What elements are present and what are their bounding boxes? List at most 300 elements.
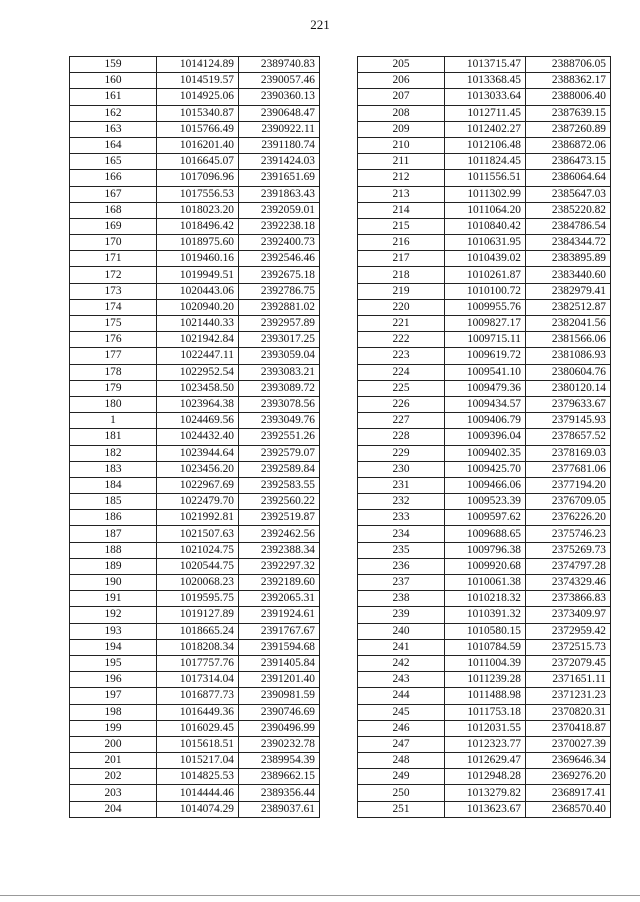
table-row bbox=[70, 736, 320, 752]
y-coordinate-cell: 2392297.32 bbox=[239, 558, 320, 574]
point-number-cell: 237 bbox=[358, 575, 445, 591]
y-coordinate-cell: 2378169.03 bbox=[526, 445, 611, 461]
point-number-cell: 230 bbox=[358, 461, 445, 477]
point-number-cell: 203 bbox=[70, 785, 157, 801]
table-row bbox=[70, 542, 320, 558]
point-number-cell: 186 bbox=[70, 510, 157, 526]
point-number-cell: 239 bbox=[358, 607, 445, 623]
table-row bbox=[358, 672, 611, 688]
point-number-cell: 228 bbox=[358, 429, 445, 445]
y-coordinate-cell: 2377681.06 bbox=[526, 461, 611, 477]
x-coordinate-cell: 1010439.02 bbox=[445, 251, 526, 267]
y-coordinate-cell: 2378657.52 bbox=[526, 429, 611, 445]
y-coordinate-cell: 2386872.06 bbox=[526, 137, 611, 153]
table-row bbox=[70, 672, 320, 688]
table-row bbox=[358, 510, 611, 526]
point-number-cell: 249 bbox=[358, 769, 445, 785]
x-coordinate-cell: 1015217.04 bbox=[157, 753, 239, 769]
table-row bbox=[358, 591, 611, 607]
x-coordinate-cell: 1009434.57 bbox=[445, 396, 526, 412]
table-row bbox=[70, 154, 320, 170]
table-row bbox=[358, 429, 611, 445]
y-coordinate-cell: 2386064.64 bbox=[526, 170, 611, 186]
x-coordinate-cell: 1010784.59 bbox=[445, 639, 526, 655]
table-row bbox=[358, 202, 611, 218]
point-number-cell: 244 bbox=[358, 688, 445, 704]
point-number-cell: 164 bbox=[70, 137, 157, 153]
table-row bbox=[70, 623, 320, 639]
point-number-cell: 214 bbox=[358, 202, 445, 218]
x-coordinate-cell: 1010631.95 bbox=[445, 235, 526, 251]
point-number-cell: 194 bbox=[70, 639, 157, 655]
x-coordinate-cell: 1019127.89 bbox=[157, 607, 239, 623]
x-coordinate-cell: 1014825.53 bbox=[157, 769, 239, 785]
y-coordinate-cell: 2385647.03 bbox=[526, 186, 611, 202]
y-coordinate-cell: 2392546.46 bbox=[239, 251, 320, 267]
x-coordinate-cell: 1009619.72 bbox=[445, 348, 526, 364]
point-number-cell: 219 bbox=[358, 283, 445, 299]
table-row bbox=[70, 57, 320, 73]
y-coordinate-cell: 2380604.76 bbox=[526, 364, 611, 380]
table-row bbox=[358, 137, 611, 153]
x-coordinate-cell: 1009523.39 bbox=[445, 494, 526, 510]
point-number-cell: 248 bbox=[358, 753, 445, 769]
y-coordinate-cell: 2393078.56 bbox=[239, 396, 320, 412]
x-coordinate-cell: 1012948.28 bbox=[445, 769, 526, 785]
table-row bbox=[70, 688, 320, 704]
point-number-cell: 232 bbox=[358, 494, 445, 510]
table-row bbox=[70, 348, 320, 364]
point-number-cell: 220 bbox=[358, 299, 445, 315]
x-coordinate-cell: 1018208.34 bbox=[157, 639, 239, 655]
point-number-cell: 210 bbox=[358, 137, 445, 153]
x-coordinate-cell: 1011004.39 bbox=[445, 655, 526, 671]
point-number-cell: 245 bbox=[358, 704, 445, 720]
point-number-cell: 246 bbox=[358, 720, 445, 736]
x-coordinate-cell: 1022952.54 bbox=[157, 364, 239, 380]
x-coordinate-cell: 1011239.28 bbox=[445, 672, 526, 688]
point-number-cell: 213 bbox=[358, 186, 445, 202]
point-number-cell: 223 bbox=[358, 348, 445, 364]
table-row bbox=[358, 526, 611, 542]
table-row bbox=[70, 396, 320, 412]
point-number-cell: 205 bbox=[358, 57, 445, 73]
table-row bbox=[358, 316, 611, 332]
y-coordinate-cell: 2387260.89 bbox=[526, 121, 611, 137]
y-coordinate-cell: 2375269.73 bbox=[526, 542, 611, 558]
table-row bbox=[358, 655, 611, 671]
y-coordinate-cell: 2388706.05 bbox=[526, 57, 611, 73]
point-number-cell: 236 bbox=[358, 558, 445, 574]
x-coordinate-cell: 1018496.42 bbox=[157, 218, 239, 234]
table-row bbox=[358, 639, 611, 655]
x-coordinate-cell: 1022967.69 bbox=[157, 477, 239, 493]
x-coordinate-cell: 1016201.40 bbox=[157, 137, 239, 153]
x-coordinate-cell: 1010218.32 bbox=[445, 591, 526, 607]
table-row bbox=[358, 170, 611, 186]
y-coordinate-cell: 2391924.61 bbox=[239, 607, 320, 623]
table-row bbox=[70, 655, 320, 671]
point-number-cell: 188 bbox=[70, 542, 157, 558]
table-row bbox=[358, 494, 611, 510]
point-number-cell: 198 bbox=[70, 704, 157, 720]
point-number-cell: 180 bbox=[70, 396, 157, 412]
y-coordinate-cell: 2392675.18 bbox=[239, 267, 320, 283]
y-coordinate-cell: 2382979.41 bbox=[526, 283, 611, 299]
y-coordinate-cell: 2372515.73 bbox=[526, 639, 611, 655]
y-coordinate-cell: 2390981.59 bbox=[239, 688, 320, 704]
table-row bbox=[70, 607, 320, 623]
point-number-cell: 242 bbox=[358, 655, 445, 671]
point-number-cell: 197 bbox=[70, 688, 157, 704]
table-row bbox=[358, 348, 611, 364]
table-row bbox=[358, 332, 611, 348]
table-row bbox=[70, 720, 320, 736]
point-number-cell: 196 bbox=[70, 672, 157, 688]
x-coordinate-cell: 1012402.27 bbox=[445, 121, 526, 137]
x-coordinate-cell: 1018975.60 bbox=[157, 235, 239, 251]
x-coordinate-cell: 1015766.49 bbox=[157, 121, 239, 137]
point-number-cell: 171 bbox=[70, 251, 157, 267]
table-row bbox=[70, 704, 320, 720]
point-number-cell: 247 bbox=[358, 736, 445, 752]
table-row bbox=[70, 89, 320, 105]
point-number-cell: 229 bbox=[358, 445, 445, 461]
table-row bbox=[70, 801, 320, 817]
x-coordinate-cell: 1009541.10 bbox=[445, 364, 526, 380]
y-coordinate-cell: 2387639.15 bbox=[526, 105, 611, 121]
table-row bbox=[70, 526, 320, 542]
x-coordinate-cell: 1011064.20 bbox=[445, 202, 526, 218]
x-coordinate-cell: 1010391.32 bbox=[445, 607, 526, 623]
y-coordinate-cell: 2391424.03 bbox=[239, 154, 320, 170]
x-coordinate-cell: 1020544.75 bbox=[157, 558, 239, 574]
x-coordinate-cell: 1010580.15 bbox=[445, 623, 526, 639]
coordinate-table-right bbox=[357, 56, 611, 818]
x-coordinate-cell: 1017556.53 bbox=[157, 186, 239, 202]
y-coordinate-cell: 2392589.84 bbox=[239, 461, 320, 477]
y-coordinate-cell: 2379633.67 bbox=[526, 396, 611, 412]
table-row bbox=[358, 267, 611, 283]
point-number-cell: 174 bbox=[70, 299, 157, 315]
y-coordinate-cell: 2373409.97 bbox=[526, 607, 611, 623]
table-row bbox=[358, 413, 611, 429]
x-coordinate-cell: 1017757.76 bbox=[157, 655, 239, 671]
point-number-cell: 199 bbox=[70, 720, 157, 736]
y-coordinate-cell: 2392400.73 bbox=[239, 235, 320, 251]
y-coordinate-cell: 2385220.82 bbox=[526, 202, 611, 218]
table-row bbox=[70, 785, 320, 801]
point-number-cell: 227 bbox=[358, 413, 445, 429]
table-row bbox=[70, 477, 320, 493]
point-number-cell: 170 bbox=[70, 235, 157, 251]
table-row bbox=[70, 299, 320, 315]
y-coordinate-cell: 2392551.26 bbox=[239, 429, 320, 445]
y-coordinate-cell: 2389740.83 bbox=[239, 57, 320, 73]
y-coordinate-cell: 2383440.60 bbox=[526, 267, 611, 283]
y-coordinate-cell: 2392579.07 bbox=[239, 445, 320, 461]
y-coordinate-cell: 2392881.02 bbox=[239, 299, 320, 315]
x-coordinate-cell: 1011302.99 bbox=[445, 186, 526, 202]
table-row bbox=[358, 121, 611, 137]
y-coordinate-cell: 2393059.04 bbox=[239, 348, 320, 364]
x-coordinate-cell: 1023458.50 bbox=[157, 380, 239, 396]
x-coordinate-cell: 1013368.45 bbox=[445, 73, 526, 89]
y-coordinate-cell: 2383895.89 bbox=[526, 251, 611, 267]
y-coordinate-cell: 2392238.18 bbox=[239, 218, 320, 234]
x-coordinate-cell: 1013279.82 bbox=[445, 785, 526, 801]
x-coordinate-cell: 1016029.45 bbox=[157, 720, 239, 736]
point-number-cell: 177 bbox=[70, 348, 157, 364]
y-coordinate-cell: 2389356.44 bbox=[239, 785, 320, 801]
table-row bbox=[70, 591, 320, 607]
x-coordinate-cell: 1009920.68 bbox=[445, 558, 526, 574]
x-coordinate-cell: 1011556.51 bbox=[445, 170, 526, 186]
point-number-cell: 216 bbox=[358, 235, 445, 251]
point-number-cell: 201 bbox=[70, 753, 157, 769]
table-row bbox=[70, 251, 320, 267]
y-coordinate-cell: 2380120.14 bbox=[526, 380, 611, 396]
table-row bbox=[70, 510, 320, 526]
y-coordinate-cell: 2392560.22 bbox=[239, 494, 320, 510]
table-row bbox=[358, 542, 611, 558]
y-coordinate-cell: 2388006.40 bbox=[526, 89, 611, 105]
point-number-cell: 160 bbox=[70, 73, 157, 89]
y-coordinate-cell: 2392388.34 bbox=[239, 542, 320, 558]
x-coordinate-cell: 1009425.70 bbox=[445, 461, 526, 477]
x-coordinate-cell: 1010100.72 bbox=[445, 283, 526, 299]
point-number-cell: 195 bbox=[70, 655, 157, 671]
table-row bbox=[358, 623, 611, 639]
table-row bbox=[358, 154, 611, 170]
table-row bbox=[358, 575, 611, 591]
table-row bbox=[358, 105, 611, 121]
table-row bbox=[358, 186, 611, 202]
point-number-cell: 192 bbox=[70, 607, 157, 623]
x-coordinate-cell: 1009796.38 bbox=[445, 542, 526, 558]
y-coordinate-cell: 2381086.93 bbox=[526, 348, 611, 364]
y-coordinate-cell: 2393083.21 bbox=[239, 364, 320, 380]
x-coordinate-cell: 1009715.11 bbox=[445, 332, 526, 348]
y-coordinate-cell: 2370820.31 bbox=[526, 704, 611, 720]
point-number-cell: 176 bbox=[70, 332, 157, 348]
point-number-cell: 235 bbox=[358, 542, 445, 558]
x-coordinate-cell: 1009688.65 bbox=[445, 526, 526, 542]
x-coordinate-cell: 1014925.06 bbox=[157, 89, 239, 105]
y-coordinate-cell: 2390496.99 bbox=[239, 720, 320, 736]
x-coordinate-cell: 1011753.18 bbox=[445, 704, 526, 720]
y-coordinate-cell: 2390648.47 bbox=[239, 105, 320, 121]
y-coordinate-cell: 2374797.28 bbox=[526, 558, 611, 574]
x-coordinate-cell: 1009597.62 bbox=[445, 510, 526, 526]
x-coordinate-cell: 1018665.24 bbox=[157, 623, 239, 639]
x-coordinate-cell: 1010840.42 bbox=[445, 218, 526, 234]
y-coordinate-cell: 2382041.56 bbox=[526, 316, 611, 332]
x-coordinate-cell: 1009402.35 bbox=[445, 445, 526, 461]
y-coordinate-cell: 2376226.20 bbox=[526, 510, 611, 526]
y-coordinate-cell: 2372959.42 bbox=[526, 623, 611, 639]
table-row bbox=[358, 380, 611, 396]
x-coordinate-cell: 1010261.87 bbox=[445, 267, 526, 283]
x-coordinate-cell: 1014519.57 bbox=[157, 73, 239, 89]
point-number-cell: 243 bbox=[358, 672, 445, 688]
x-coordinate-cell: 1014444.46 bbox=[157, 785, 239, 801]
x-coordinate-cell: 1018023.20 bbox=[157, 202, 239, 218]
point-number-cell: 161 bbox=[70, 89, 157, 105]
point-number-cell: 182 bbox=[70, 445, 157, 461]
x-coordinate-cell: 1024432.40 bbox=[157, 429, 239, 445]
table-row bbox=[358, 299, 611, 315]
point-number-cell: 218 bbox=[358, 267, 445, 283]
page-number: 221 bbox=[310, 17, 330, 32]
table-row bbox=[358, 89, 611, 105]
table-row bbox=[358, 364, 611, 380]
y-coordinate-cell: 2391180.74 bbox=[239, 137, 320, 153]
x-coordinate-cell: 1016877.73 bbox=[157, 688, 239, 704]
x-coordinate-cell: 1024469.56 bbox=[157, 413, 239, 429]
x-coordinate-cell: 1015340.87 bbox=[157, 105, 239, 121]
x-coordinate-cell: 1019595.75 bbox=[157, 591, 239, 607]
table-row bbox=[358, 753, 611, 769]
point-number-cell: 217 bbox=[358, 251, 445, 267]
x-coordinate-cell: 1020068.23 bbox=[157, 575, 239, 591]
point-number-cell: 193 bbox=[70, 623, 157, 639]
x-coordinate-cell: 1023944.64 bbox=[157, 445, 239, 461]
table-row bbox=[70, 267, 320, 283]
y-coordinate-cell: 2379145.93 bbox=[526, 413, 611, 429]
x-coordinate-cell: 1011488.98 bbox=[445, 688, 526, 704]
x-coordinate-cell: 1010061.38 bbox=[445, 575, 526, 591]
x-coordinate-cell: 1009396.04 bbox=[445, 429, 526, 445]
table-row bbox=[70, 494, 320, 510]
point-number-cell: 231 bbox=[358, 477, 445, 493]
point-number-cell: 183 bbox=[70, 461, 157, 477]
y-coordinate-cell: 2391201.40 bbox=[239, 672, 320, 688]
x-coordinate-cell: 1023456.20 bbox=[157, 461, 239, 477]
point-number-cell: 204 bbox=[70, 801, 157, 817]
y-coordinate-cell: 2391767.67 bbox=[239, 623, 320, 639]
table-row bbox=[70, 753, 320, 769]
table-row bbox=[358, 785, 611, 801]
y-coordinate-cell: 2393017.25 bbox=[239, 332, 320, 348]
table-row bbox=[358, 57, 611, 73]
y-coordinate-cell: 2393049.76 bbox=[239, 413, 320, 429]
point-number-cell: 240 bbox=[358, 623, 445, 639]
table-row bbox=[70, 73, 320, 89]
point-number-cell: 221 bbox=[358, 316, 445, 332]
x-coordinate-cell: 1013715.47 bbox=[445, 57, 526, 73]
table-row bbox=[70, 558, 320, 574]
table-row bbox=[358, 704, 611, 720]
y-coordinate-cell: 2369646.34 bbox=[526, 753, 611, 769]
y-coordinate-cell: 2370418.87 bbox=[526, 720, 611, 736]
point-number-cell: 178 bbox=[70, 364, 157, 380]
point-number-cell: 187 bbox=[70, 526, 157, 542]
table-row bbox=[358, 720, 611, 736]
table-row bbox=[70, 170, 320, 186]
y-coordinate-cell: 2391651.69 bbox=[239, 170, 320, 186]
x-coordinate-cell: 1013033.64 bbox=[445, 89, 526, 105]
x-coordinate-cell: 1009406.79 bbox=[445, 413, 526, 429]
table-row bbox=[70, 202, 320, 218]
y-coordinate-cell: 2390232.78 bbox=[239, 736, 320, 752]
y-coordinate-cell: 2377194.20 bbox=[526, 477, 611, 493]
y-coordinate-cell: 2373866.83 bbox=[526, 591, 611, 607]
x-coordinate-cell: 1021440.33 bbox=[157, 316, 239, 332]
point-number-cell: 168 bbox=[70, 202, 157, 218]
point-number-cell: 207 bbox=[358, 89, 445, 105]
y-coordinate-cell: 2390746.69 bbox=[239, 704, 320, 720]
point-number-cell: 225 bbox=[358, 380, 445, 396]
y-coordinate-cell: 2392519.87 bbox=[239, 510, 320, 526]
y-coordinate-cell: 2369276.20 bbox=[526, 769, 611, 785]
table-row bbox=[358, 283, 611, 299]
point-number-cell: 208 bbox=[358, 105, 445, 121]
bottom-divider bbox=[0, 895, 640, 896]
y-coordinate-cell: 2391863.43 bbox=[239, 186, 320, 202]
table-row bbox=[70, 121, 320, 137]
point-number-cell: 165 bbox=[70, 154, 157, 170]
point-number-cell: 181 bbox=[70, 429, 157, 445]
point-number-cell: 163 bbox=[70, 121, 157, 137]
x-coordinate-cell: 1009827.17 bbox=[445, 316, 526, 332]
x-coordinate-cell: 1019949.51 bbox=[157, 267, 239, 283]
table-row bbox=[70, 769, 320, 785]
point-number-cell: 190 bbox=[70, 575, 157, 591]
y-coordinate-cell: 2392786.75 bbox=[239, 283, 320, 299]
table-row bbox=[70, 429, 320, 445]
table-row bbox=[70, 137, 320, 153]
point-number-cell: 172 bbox=[70, 267, 157, 283]
y-coordinate-cell: 2386473.15 bbox=[526, 154, 611, 170]
table-row bbox=[70, 316, 320, 332]
x-coordinate-cell: 1021992.81 bbox=[157, 510, 239, 526]
x-coordinate-cell: 1014074.29 bbox=[157, 801, 239, 817]
x-coordinate-cell: 1016449.36 bbox=[157, 704, 239, 720]
x-coordinate-cell: 1022479.70 bbox=[157, 494, 239, 510]
table-row bbox=[358, 461, 611, 477]
table-row bbox=[70, 186, 320, 202]
point-number-cell: 185 bbox=[70, 494, 157, 510]
y-coordinate-cell: 2390360.13 bbox=[239, 89, 320, 105]
y-coordinate-cell: 2392583.55 bbox=[239, 477, 320, 493]
x-coordinate-cell: 1020443.06 bbox=[157, 283, 239, 299]
table-row bbox=[358, 477, 611, 493]
point-number-cell: 215 bbox=[358, 218, 445, 234]
y-coordinate-cell: 2390922.11 bbox=[239, 121, 320, 137]
table-row bbox=[358, 445, 611, 461]
point-number-cell: 159 bbox=[70, 57, 157, 73]
x-coordinate-cell: 1014124.89 bbox=[157, 57, 239, 73]
point-number-cell: 189 bbox=[70, 558, 157, 574]
x-coordinate-cell: 1012711.45 bbox=[445, 105, 526, 121]
table-row bbox=[358, 607, 611, 623]
table-row bbox=[70, 639, 320, 655]
y-coordinate-cell: 2392189.60 bbox=[239, 575, 320, 591]
y-coordinate-cell: 2384344.72 bbox=[526, 235, 611, 251]
table-row bbox=[358, 235, 611, 251]
y-coordinate-cell: 2392065.31 bbox=[239, 591, 320, 607]
table-row bbox=[70, 105, 320, 121]
x-coordinate-cell: 1011824.45 bbox=[445, 154, 526, 170]
x-coordinate-cell: 1019460.16 bbox=[157, 251, 239, 267]
point-number-cell: 238 bbox=[358, 591, 445, 607]
x-coordinate-cell: 1015618.51 bbox=[157, 736, 239, 752]
y-coordinate-cell: 2371651.11 bbox=[526, 672, 611, 688]
x-coordinate-cell: 1021942.84 bbox=[157, 332, 239, 348]
point-number-cell: 226 bbox=[358, 396, 445, 412]
y-coordinate-cell: 2389037.61 bbox=[239, 801, 320, 817]
